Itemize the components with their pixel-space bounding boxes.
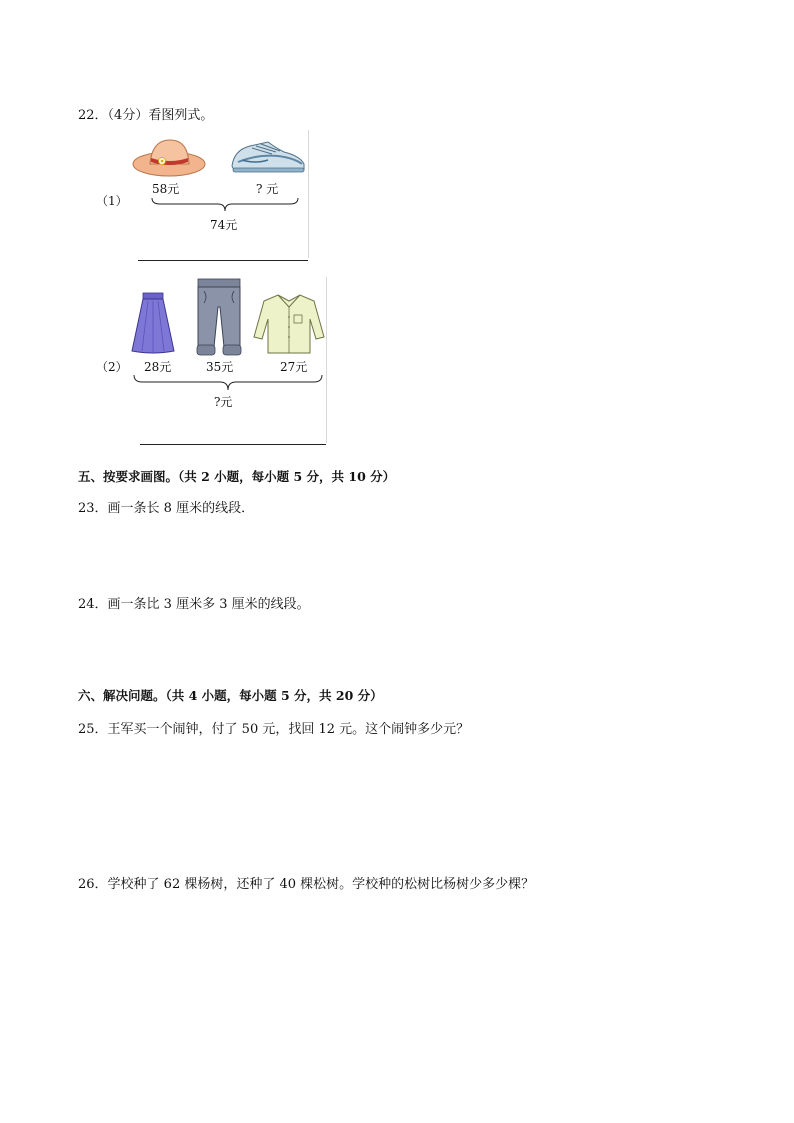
figure-part1	[130, 130, 309, 258]
q24-text: 24．画一条比 3 厘米多 3 厘米的线段。	[78, 597, 310, 612]
figure-part2	[128, 277, 327, 443]
part2-total: ?元	[214, 395, 233, 409]
answer-line-part2	[140, 444, 326, 445]
part2-label: （2）	[96, 360, 128, 374]
part2-price-a: 28元	[144, 360, 172, 374]
brace-icon	[150, 196, 300, 214]
section6-title: 六、解决问题。（共 4 小题，每小题 5 分，共 20 分）	[78, 688, 383, 703]
part1-label: （1）	[96, 194, 128, 208]
q22-text: 22．（4分）看图列式。	[78, 108, 214, 123]
answer-line-part1	[138, 260, 308, 261]
q25-text: 25．王军买一个闹钟，付了 50 元，找回 12 元。这个闹钟多少元？	[78, 722, 470, 737]
skirt-icon	[130, 291, 176, 355]
brace-icon	[132, 373, 324, 393]
q26-text: 26．学校种了 62 棵杨树，还种了 40 棵松树。学校种的松树比杨树少多少棵？	[78, 877, 535, 892]
part2-price-b: 35元	[206, 360, 234, 374]
shirt-icon	[252, 293, 326, 355]
part1-price-b: ? 元	[256, 182, 279, 196]
part2-price-c: 27元	[280, 360, 308, 374]
hat-icon	[132, 134, 206, 178]
part1-total: 74元	[210, 218, 238, 232]
part1-price-a: 58元	[152, 182, 180, 196]
sneaker-icon	[228, 136, 308, 176]
pants-icon	[194, 277, 244, 359]
q23-text: 23．画一条长 8 厘米的线段．	[78, 501, 255, 516]
section5-title: 五、按要求画图。（共 2 小题，每小题 5 分，共 10 分）	[78, 469, 396, 484]
